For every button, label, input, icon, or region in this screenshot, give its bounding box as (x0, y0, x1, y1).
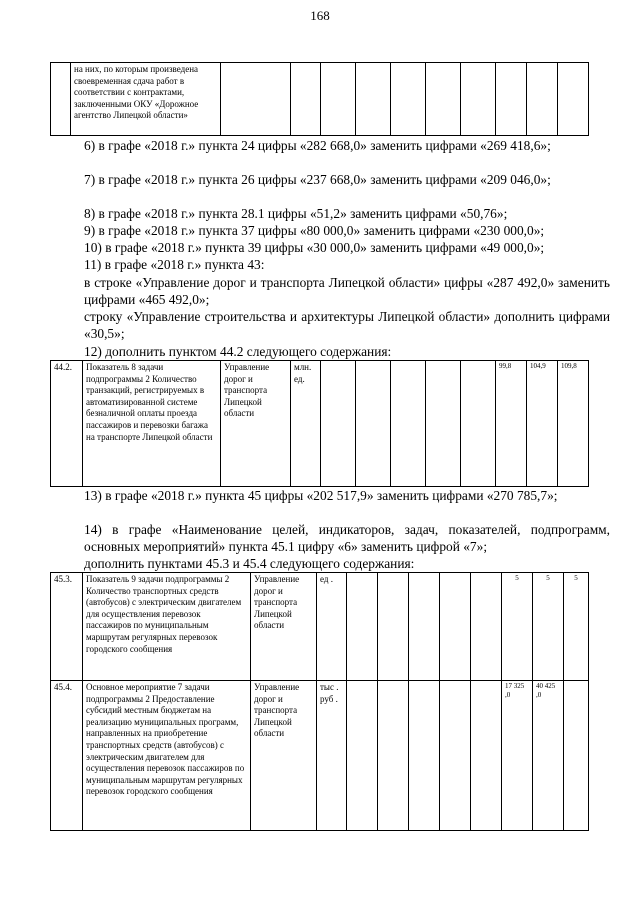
paragraph-12: 12) дополнить пунктом 44.2 следующего содержания: (84, 344, 392, 359)
paragraph-8: 8) в графе «2018 г.» пункта 28.1 цифры «51,2» заменить цифрами «50,76»; (84, 206, 508, 221)
table-cell-unit: ед . (317, 573, 347, 681)
table-cell-dept: Управление дорог и транспорта Липецкой области (251, 573, 317, 681)
table-44-2 (50, 360, 589, 487)
table-row (51, 361, 589, 487)
table-cell-unit: тыс . руб . (317, 681, 347, 831)
table-cell-name: Показатель 8 задачи подпрограммы 2 Количество транзакций, регистрируемых в автоматизированной системе безналичной оплаты проезда пассажиров и перевозки багажа на транспорте Липецкой области (83, 361, 221, 487)
table-cell-value: 5 (564, 573, 589, 681)
table-cell-value: 109,8 (558, 361, 589, 487)
table-cell-name: на них, по которым произведена своевременная сдача работ в соответствии с контрактами, заключенными ОКУ «Дорожное агентство Липецкой области» (71, 63, 221, 136)
table-cell-name: Основное мероприятие 7 задачи подпрограммы 2 Предоставление субсидий местным бюджетам на реализацию муниципальных программ, направленных на приобретение транспортных средств (автобусов) с электрическим двигателем для осуществления перевозок пассажиров по муниципальным маршрутам регулярных перевозок городского сообщения (83, 681, 251, 831)
table-cell-unit: млн. ед. (291, 361, 321, 487)
paragraph-11b: строку «Управление строительства и архитектуры Липецкой области» дополнить цифрами «30,5»; (84, 309, 610, 341)
table-cell-dept: Управление дорог и транспорта Липецкой области (221, 361, 291, 487)
paragraph-11a: в строке «Управление дорог и транспорта Липецкой области» цифры «287 492,0» заменить цифрами «465 492,0»; (84, 275, 610, 307)
table-cell-value: 5 (502, 573, 533, 681)
paragraph-9: 9) в графе «2018 г.» пункта 37 цифры «80 000,0» заменить цифрами «230 000,0»; (84, 223, 545, 238)
table-cell-num: 44.2. (51, 361, 83, 487)
table-row (51, 573, 589, 681)
table-row (51, 63, 589, 136)
paragraph-7: 7) в графе «2018 г.» пункта 26 цифры «237 668,0» заменить цифрами «209 046,0»; (84, 172, 551, 187)
paragraph-11: 11) в графе «2018 г.» пункта 43: (84, 257, 265, 272)
table-cell-value: 104,9 (527, 361, 558, 487)
table-cell-num: 45.3. (51, 573, 83, 681)
paragraph-14: 14) в графе «Наименование целей, индикаторов, задач, показателей, подпрограмм, основных мероприятий» пункта 45.1 цифру «6» заменить цифрой «7»; (84, 522, 610, 554)
table-cell-value: 5 (533, 573, 564, 681)
paragraph-13: 13) в графе «2018 г.» пункта 45 цифры «202 517,9» заменить цифрами «270 785,7»; (84, 488, 558, 503)
table-cell-value: 40 425 ,0 (533, 681, 564, 831)
table-cell-dept: Управление дорог и транспорта Липецкой области (251, 681, 317, 831)
page-number: 168 (310, 8, 330, 23)
table-row (51, 681, 589, 831)
table-cell-value: 99,8 (496, 361, 527, 487)
paragraph-6: 6) в графе «2018 г.» пункта 24 цифры «282 668,0» заменить цифрами «269 418,6»; (84, 138, 551, 153)
table-cell-name: Показатель 9 задачи подпрограммы 2 Количество транспортных средств (автобусов) с электрическим двигателем для осуществления перевозок пассажиров по муниципальным маршрутам регулярных перевозок городского сообщения (83, 573, 251, 681)
continuation-table (50, 62, 589, 136)
table-45-3-45-4 (50, 572, 589, 831)
table-cell-value: 17 325 ,0 (502, 681, 533, 831)
table-cell-num: 45.4. (51, 681, 83, 831)
paragraph-10: 10) в графе «2018 г.» пункта 39 цифры «30 000,0» заменить цифрами «49 000,0»; (84, 240, 545, 255)
paragraph-15: дополнить пунктами 45.3 и 45.4 следующего содержания: (84, 556, 415, 571)
